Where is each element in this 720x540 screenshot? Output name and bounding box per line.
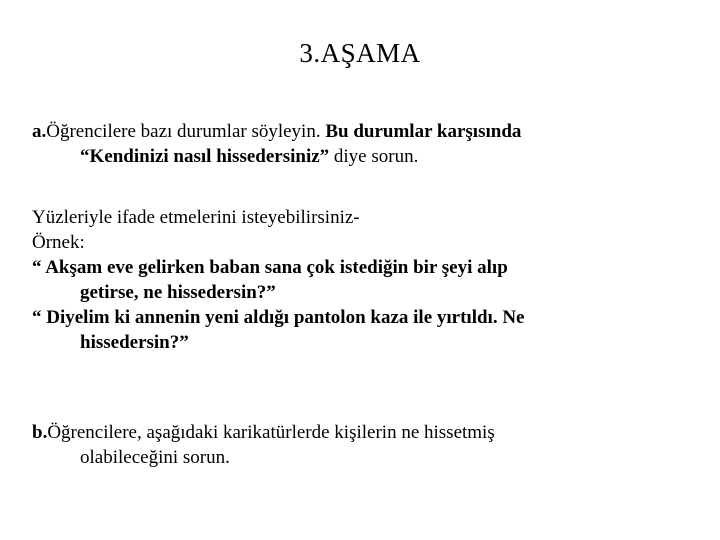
slide-title-text: 3.AŞAMA [299, 38, 421, 68]
example-1-line-2: getirse, ne hissedersin?” [80, 282, 276, 303]
section-b [32, 420, 692, 470]
examples-label: Örnek: [32, 232, 85, 253]
section-a-line-2 [32, 144, 692, 169]
section-b-line-2: olabileceğini sorun. [80, 447, 230, 468]
section-b-line-1 [32, 420, 692, 445]
section-a-line-2-normal: diye sorun. [329, 146, 419, 167]
slide-title [0, 38, 720, 69]
section-a [32, 119, 692, 169]
section-b-line-1-text: Öğrencilere, aşağıdaki karikatürlerde kişilerin ne hissetmiş [47, 422, 495, 443]
examples-block [32, 205, 692, 355]
section-a-line-2-bold: “Kendinizi nasıl hissedersiniz” [80, 146, 330, 167]
section-b-prefix: b. [32, 422, 48, 443]
example-2-line-2: hissedersin?” [80, 332, 189, 353]
examples-intro: Yüzleriyle ifade etmelerini isteyebilirsiniz- [32, 207, 360, 228]
example-1-line-1: “ Akşam eve gelirken baban sana çok istediğin bir şeyi alıp [32, 257, 508, 278]
section-a-line-1-bold: Bu durumlar karşısında [325, 121, 522, 142]
section-a-line-1-normal: Öğrencilere bazı durumlar söyleyin. [46, 121, 326, 142]
section-a-line-1 [32, 119, 692, 144]
section-a-prefix: a. [32, 121, 47, 142]
example-2-line-1: “ Diyelim ki annenin yeni aldığı pantolon kaza ile yırtıldı. Ne [32, 307, 525, 328]
